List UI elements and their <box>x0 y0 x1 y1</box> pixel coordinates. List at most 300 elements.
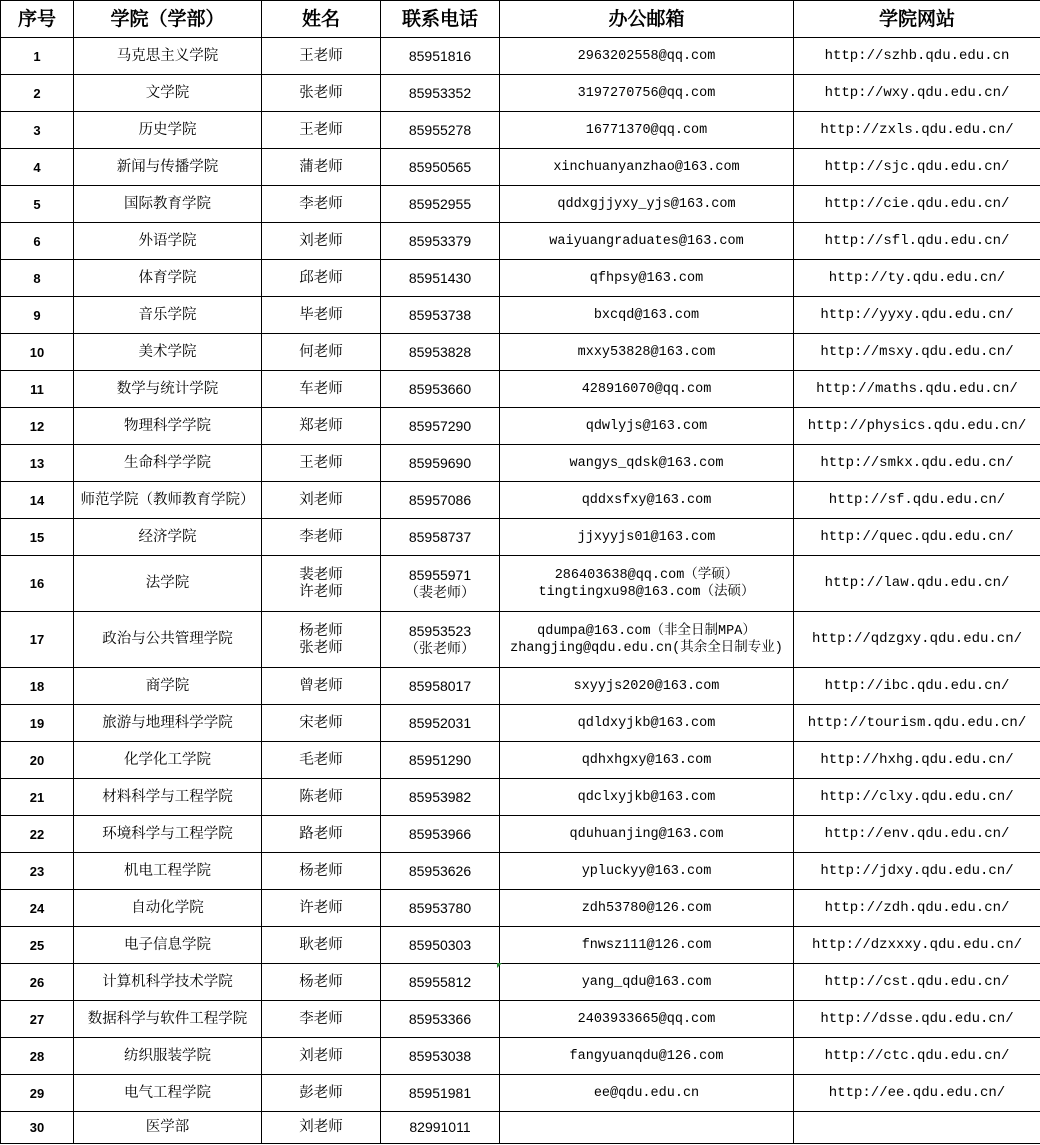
row-index: 12 <box>1 408 74 445</box>
college-cell: 师范学院（教师教育学院） <box>74 482 262 519</box>
email-cell <box>500 556 794 612</box>
college-cell: 文学院 <box>74 75 262 112</box>
contact-name-line: 蒲老师 <box>299 158 343 175</box>
phone-line: 85953982 <box>408 788 472 805</box>
website-cell[interactable]: http://ty.qdu.edu.cn/ <box>794 260 1040 297</box>
email-cell <box>500 668 794 705</box>
email-cell <box>500 334 794 371</box>
phone-cell <box>381 408 500 445</box>
phone-cell <box>381 705 500 742</box>
email-line[interactable]: zhangjing@qdu.edu.cn(其余全日制专业) <box>510 640 783 656</box>
contact-name-cell <box>262 1112 381 1144</box>
row-index: 15 <box>1 519 74 556</box>
phone-cell <box>381 1001 500 1038</box>
contact-name-line: 陈老师 <box>299 788 343 805</box>
contact-name-cell <box>262 927 381 964</box>
email-line[interactable]: qdhxhgxy@163.com <box>581 752 712 768</box>
email-line[interactable]: yang_qdu@163.com <box>581 974 712 990</box>
table-body <box>1 38 1040 1144</box>
row-index: 9 <box>1 297 74 334</box>
contact-name-line: 曾老师 <box>299 677 343 694</box>
college-cell: 法学院 <box>74 556 262 612</box>
contact-name-cell <box>262 149 381 186</box>
phone-line: 85953626 <box>408 862 472 879</box>
website-cell[interactable]: http://quec.qdu.edu.cn/ <box>794 519 1040 556</box>
phone-cell <box>381 519 500 556</box>
row-index: 8 <box>1 260 74 297</box>
contact-name-cell <box>262 186 381 223</box>
phone-line: 85953379 <box>408 232 472 249</box>
row-index: 1 <box>1 38 74 75</box>
contact-name-cell <box>262 371 381 408</box>
email-cell <box>500 742 794 779</box>
email-cell <box>500 149 794 186</box>
email-line[interactable]: ypluckyy@163.com <box>581 863 712 879</box>
phone-line: 85953352 <box>408 84 472 101</box>
website-cell[interactable]: http://szhb.qdu.edu.cn <box>794 38 1040 75</box>
website-cell <box>794 1112 1040 1144</box>
table-row <box>1 1075 1040 1112</box>
contact-name-cell <box>262 890 381 927</box>
email-line[interactable]: jjxyyjs01@163.com <box>577 529 716 545</box>
phone-cell <box>381 1112 500 1144</box>
email-line[interactable]: qfhpsy@163.com <box>589 270 704 286</box>
row-index: 6 <box>1 223 74 260</box>
website-cell[interactable]: http://maths.qdu.edu.cn/ <box>794 371 1040 408</box>
contact-name-cell <box>262 75 381 112</box>
table-row <box>1 371 1040 408</box>
phone-line: 85959690 <box>408 454 472 471</box>
website-cell[interactable]: http://zdh.qdu.edu.cn/ <box>794 890 1040 927</box>
phone-line: 85951981 <box>408 1084 472 1101</box>
phone-line: 85953660 <box>408 380 472 397</box>
phone-cell <box>381 371 500 408</box>
table-row <box>1 742 1040 779</box>
website-cell[interactable]: http://law.qdu.edu.cn/ <box>794 556 1040 612</box>
table-row <box>1 779 1040 816</box>
contact-name-line: 刘老师 <box>299 1047 343 1064</box>
college-cell: 历史学院 <box>74 112 262 149</box>
contact-name-cell <box>262 260 381 297</box>
row-index: 11 <box>1 371 74 408</box>
table-row <box>1 75 1040 112</box>
contact-name-cell <box>262 612 381 668</box>
table-row <box>1 112 1040 149</box>
phone-cell <box>381 223 500 260</box>
row-index: 27 <box>1 1001 74 1038</box>
row-index: 14 <box>1 482 74 519</box>
contact-name-cell <box>262 816 381 853</box>
contact-name-line: 刘老师 <box>299 232 343 249</box>
college-cell: 医学部 <box>74 1112 262 1144</box>
website-cell[interactable]: http://dsse.qdu.edu.cn/ <box>794 1001 1040 1038</box>
contact-name-line: 李老师 <box>299 195 343 212</box>
row-index: 2 <box>1 75 74 112</box>
website-cell[interactable]: http://jdxy.qdu.edu.cn/ <box>794 853 1040 890</box>
contact-name-cell <box>262 1038 381 1075</box>
college-cell: 电气工程学院 <box>74 1075 262 1112</box>
email-line[interactable]: xinchuanyanzhao@163.com <box>553 159 740 175</box>
college-cell: 数据科学与软件工程学院 <box>74 1001 262 1038</box>
header-name: 姓名 <box>262 1 381 38</box>
contact-name-line: 宋老师 <box>299 714 343 731</box>
college-cell: 马克思主义学院 <box>74 38 262 75</box>
contact-name-line: 路老师 <box>299 825 343 842</box>
email-line[interactable]: fnwsz111@126.com <box>581 937 712 953</box>
email-cell <box>500 408 794 445</box>
college-cell: 政治与公共管理学院 <box>74 612 262 668</box>
website-cell[interactable]: http://cie.qdu.edu.cn/ <box>794 186 1040 223</box>
contact-name-line: 何老师 <box>299 343 343 360</box>
phone-cell <box>381 297 500 334</box>
row-index: 16 <box>1 556 74 612</box>
email-line[interactable]: 16771370@qq.com <box>585 122 708 138</box>
website-cell[interactable]: http://sjc.qdu.edu.cn/ <box>794 149 1040 186</box>
email-line[interactable]: qduhuanjing@163.com <box>569 826 724 842</box>
email-cell <box>500 38 794 75</box>
phone-line: （裴老师） <box>405 583 475 600</box>
contact-name-line: 刘老师 <box>299 491 343 508</box>
email-cell <box>500 112 794 149</box>
phone-line: （张老师） <box>405 639 475 656</box>
website-cell[interactable]: http://yyxy.qdu.edu.cn/ <box>794 297 1040 334</box>
phone-cell <box>381 927 500 964</box>
phone-cell <box>381 38 500 75</box>
contact-name-cell <box>262 668 381 705</box>
phone-cell <box>381 964 500 1001</box>
email-line[interactable]: qdumpa@163.com（非全日制MPA） <box>537 623 756 639</box>
contact-name-cell <box>262 556 381 612</box>
phone-line: 85953828 <box>408 343 472 360</box>
contact-name-line: 许老师 <box>299 899 343 916</box>
contact-name-cell <box>262 779 381 816</box>
phone-cell <box>381 612 500 668</box>
row-index: 5 <box>1 186 74 223</box>
header-website: 学院网站 <box>794 1 1040 38</box>
email-line[interactable]: qdwlyjs@163.com <box>585 418 708 434</box>
contact-name-line: 郑老师 <box>299 417 343 434</box>
website-cell[interactable]: http://tourism.qdu.edu.cn/ <box>794 705 1040 742</box>
contact-name-line: 邱老师 <box>299 269 343 286</box>
table-row <box>1 668 1040 705</box>
phone-cell <box>381 853 500 890</box>
phone-line: 85955812 <box>408 973 472 990</box>
contact-name-cell <box>262 223 381 260</box>
college-cell: 旅游与地理科学学院 <box>74 705 262 742</box>
contact-name-cell <box>262 112 381 149</box>
college-cell: 电子信息学院 <box>74 927 262 964</box>
email-line[interactable]: tingtingxu98@163.com（法硕） <box>538 584 755 600</box>
phone-line: 85958737 <box>408 528 472 545</box>
header-row <box>1 1 1040 38</box>
phone-cell <box>381 334 500 371</box>
phone-cell <box>381 1075 500 1112</box>
contact-name-cell <box>262 519 381 556</box>
row-index: 3 <box>1 112 74 149</box>
email-cell <box>500 260 794 297</box>
college-cell: 数学与统计学院 <box>74 371 262 408</box>
contact-name-cell <box>262 742 381 779</box>
email-line[interactable]: sxyyjs2020@163.com <box>573 678 720 694</box>
contact-name-cell <box>262 445 381 482</box>
phone-line: 85957086 <box>408 491 472 508</box>
website-cell[interactable]: http://clxy.qdu.edu.cn/ <box>794 779 1040 816</box>
college-cell: 计算机科学技术学院 <box>74 964 262 1001</box>
website-cell[interactable]: http://dzxxxy.qdu.edu.cn/ <box>794 927 1040 964</box>
email-cell <box>500 779 794 816</box>
cell-comment-marker <box>497 963 502 968</box>
table-row <box>1 223 1040 260</box>
phone-line: 85951816 <box>408 47 472 64</box>
website-cell[interactable]: http://smkx.qdu.edu.cn/ <box>794 445 1040 482</box>
phone-line: 85952955 <box>408 195 472 212</box>
row-index: 10 <box>1 334 74 371</box>
table-row <box>1 260 1040 297</box>
college-cell: 环境科学与工程学院 <box>74 816 262 853</box>
contact-name-line: 王老师 <box>299 454 343 471</box>
table-row <box>1 297 1040 334</box>
website-cell[interactable]: http://cst.qdu.edu.cn/ <box>794 964 1040 1001</box>
contact-name-line: 王老师 <box>299 47 343 64</box>
website-cell[interactable]: http://qdzgxy.qdu.edu.cn/ <box>794 612 1040 668</box>
table-row <box>1 964 1040 1001</box>
contact-name-line: 王老师 <box>299 121 343 138</box>
contact-name-line: 李老师 <box>299 1010 343 1027</box>
contact-name-line: 耿老师 <box>299 936 343 953</box>
table-row <box>1 482 1040 519</box>
website-cell[interactable]: http://physics.qdu.edu.cn/ <box>794 408 1040 445</box>
contact-name-line: 张老师 <box>299 639 343 656</box>
phone-cell <box>381 445 500 482</box>
table-row <box>1 853 1040 890</box>
table-row <box>1 149 1040 186</box>
table-row <box>1 38 1040 75</box>
row-index: 17 <box>1 612 74 668</box>
email-cell <box>500 482 794 519</box>
contact-name-line: 李老师 <box>299 528 343 545</box>
table-row <box>1 334 1040 371</box>
college-cell: 新闻与传播学院 <box>74 149 262 186</box>
phone-line: 85950565 <box>408 158 472 175</box>
email-cell <box>500 186 794 223</box>
contact-name-cell <box>262 964 381 1001</box>
phone-cell <box>381 112 500 149</box>
college-cell: 美术学院 <box>74 334 262 371</box>
table-row <box>1 1001 1040 1038</box>
college-cell: 化学化工学院 <box>74 742 262 779</box>
row-index: 24 <box>1 890 74 927</box>
row-index: 21 <box>1 779 74 816</box>
email-line[interactable]: qddxgjjyxy_yjs@163.com <box>557 196 736 212</box>
college-cell: 生命科学学院 <box>74 445 262 482</box>
email-line[interactable]: ee@qdu.edu.cn <box>593 1085 700 1101</box>
phone-line: 85957290 <box>408 417 472 434</box>
row-index: 13 <box>1 445 74 482</box>
college-cell: 国际教育学院 <box>74 186 262 223</box>
phone-line: 85953780 <box>408 899 472 916</box>
email-cell <box>500 445 794 482</box>
email-cell <box>500 75 794 112</box>
website-cell[interactable]: http://ee.qdu.edu.cn/ <box>794 1075 1040 1112</box>
contact-name-line: 毛老师 <box>299 751 343 768</box>
email-line[interactable]: qdldxyjkb@163.com <box>577 715 716 731</box>
phone-cell <box>381 260 500 297</box>
phone-cell <box>381 482 500 519</box>
college-cell: 体育学院 <box>74 260 262 297</box>
row-index: 20 <box>1 742 74 779</box>
row-index: 4 <box>1 149 74 186</box>
phone-line: 85955971 <box>408 566 472 583</box>
phone-line: 85952031 <box>408 714 472 731</box>
phone-line: 85953366 <box>408 1010 472 1027</box>
email-cell <box>500 705 794 742</box>
row-index: 18 <box>1 668 74 705</box>
college-cell: 商学院 <box>74 668 262 705</box>
phone-cell <box>381 816 500 853</box>
table-row <box>1 1038 1040 1075</box>
email-cell <box>500 371 794 408</box>
phone-cell <box>381 1038 500 1075</box>
email-line[interactable]: 3197270756@qq.com <box>577 85 716 101</box>
email-cell <box>500 297 794 334</box>
contact-name-line: 刘老师 <box>299 1119 343 1135</box>
table-row <box>1 816 1040 853</box>
row-index: 19 <box>1 705 74 742</box>
website-cell[interactable]: http://ibc.qdu.edu.cn/ <box>794 668 1040 705</box>
email-line[interactable]: wangys_qdsk@163.com <box>569 455 724 471</box>
table-row <box>1 890 1040 927</box>
phone-line: 85953038 <box>408 1047 472 1064</box>
phone-line: 85951290 <box>408 751 472 768</box>
phone-line: 85953523 <box>408 622 472 639</box>
table-row <box>1 408 1040 445</box>
table-row <box>1 445 1040 482</box>
contact-name-cell <box>262 38 381 75</box>
email-cell <box>500 1112 794 1144</box>
contact-name-cell <box>262 297 381 334</box>
email-line[interactable]: qdclxyjkb@163.com <box>577 789 716 805</box>
email-cell <box>500 1075 794 1112</box>
email-line[interactable]: qddxsfxy@163.com <box>581 492 712 508</box>
email-cell <box>500 816 794 853</box>
contact-name-line: 毕老师 <box>299 306 343 323</box>
header-phone: 联系电话 <box>381 1 500 38</box>
contact-name-line: 裴老师 <box>299 566 343 583</box>
email-line[interactable]: fangyuanqdu@126.com <box>569 1048 724 1064</box>
website-cell[interactable]: http://ctc.qdu.edu.cn/ <box>794 1038 1040 1075</box>
email-cell <box>500 223 794 260</box>
email-cell <box>500 964 794 1001</box>
website-cell[interactable]: http://hxhg.qdu.edu.cn/ <box>794 742 1040 779</box>
email-line[interactable]: 2963202558@qq.com <box>577 48 716 64</box>
college-cell: 纺织服装学院 <box>74 1038 262 1075</box>
table-row <box>1 519 1040 556</box>
contact-name-cell <box>262 1001 381 1038</box>
phone-cell <box>381 742 500 779</box>
website-cell[interactable]: http://msxy.qdu.edu.cn/ <box>794 334 1040 371</box>
phone-line: 85950303 <box>408 936 472 953</box>
header-email: 办公邮箱 <box>500 1 794 38</box>
table-row <box>1 556 1040 612</box>
website-cell[interactable]: http://sf.qdu.edu.cn/ <box>794 482 1040 519</box>
contact-name-cell <box>262 408 381 445</box>
college-cell: 机电工程学院 <box>74 853 262 890</box>
email-line[interactable]: 2403933665@qq.com <box>577 1011 716 1027</box>
phone-line: 85951430 <box>408 269 472 286</box>
phone-line: 85958017 <box>408 677 472 694</box>
table-row <box>1 186 1040 223</box>
phone-cell <box>381 668 500 705</box>
phone-cell <box>381 149 500 186</box>
email-cell <box>500 1038 794 1075</box>
college-cell: 自动化学院 <box>74 890 262 927</box>
email-cell <box>500 612 794 668</box>
table-row <box>1 927 1040 964</box>
table-row <box>1 705 1040 742</box>
email-line[interactable]: zdh53780@126.com <box>581 900 712 916</box>
contact-name-cell <box>262 482 381 519</box>
contact-name-cell <box>262 853 381 890</box>
phone-line: 85953738 <box>408 306 472 323</box>
phone-line: 82991011 <box>409 1119 471 1135</box>
header-index: 序号 <box>1 1 74 38</box>
table-row <box>1 612 1040 668</box>
phone-line: 85953966 <box>408 825 472 842</box>
contact-name-line: 杨老师 <box>299 973 343 990</box>
phone-cell <box>381 556 500 612</box>
row-index: 28 <box>1 1038 74 1075</box>
website-cell[interactable]: http://sfl.qdu.edu.cn/ <box>794 223 1040 260</box>
phone-cell <box>381 186 500 223</box>
email-cell <box>500 853 794 890</box>
contact-name-cell <box>262 1075 381 1112</box>
header-college: 学院（学部） <box>74 1 262 38</box>
college-cell: 经济学院 <box>74 519 262 556</box>
email-line[interactable]: 428916070@qq.com <box>581 381 712 397</box>
contact-name-line: 杨老师 <box>299 862 343 879</box>
row-index: 23 <box>1 853 74 890</box>
website-cell[interactable]: http://zxls.qdu.edu.cn/ <box>794 112 1040 149</box>
college-cell: 物理科学学院 <box>74 408 262 445</box>
phone-cell <box>381 75 500 112</box>
row-index: 22 <box>1 816 74 853</box>
email-line[interactable]: waiyuangraduates@163.com <box>549 233 744 249</box>
row-index: 26 <box>1 964 74 1001</box>
college-cell: 材料科学与工程学院 <box>74 779 262 816</box>
contact-name-line: 许老师 <box>299 583 343 600</box>
contact-name-line: 张老师 <box>299 84 343 101</box>
email-cell <box>500 890 794 927</box>
table-row <box>1 1112 1040 1144</box>
website-cell[interactable]: http://env.qdu.edu.cn/ <box>794 816 1040 853</box>
college-cell: 外语学院 <box>74 223 262 260</box>
college-cell: 音乐学院 <box>74 297 262 334</box>
contact-name-cell <box>262 334 381 371</box>
row-index: 25 <box>1 927 74 964</box>
contact-name-line: 彭老师 <box>299 1084 343 1101</box>
email-cell <box>500 1001 794 1038</box>
website-cell[interactable]: http://wxy.qdu.edu.cn/ <box>794 75 1040 112</box>
email-line[interactable]: 286403638@qq.com（学硕） <box>554 567 739 583</box>
email-line[interactable]: mxxy53828@163.com <box>577 344 716 360</box>
phone-cell <box>381 779 500 816</box>
row-index: 29 <box>1 1075 74 1112</box>
row-index: 30 <box>1 1112 74 1144</box>
contact-name-line: 车老师 <box>299 380 343 397</box>
email-line[interactable]: bxcqd@163.com <box>593 307 700 323</box>
phone-cell <box>381 890 500 927</box>
phone-line: 85955278 <box>408 121 472 138</box>
